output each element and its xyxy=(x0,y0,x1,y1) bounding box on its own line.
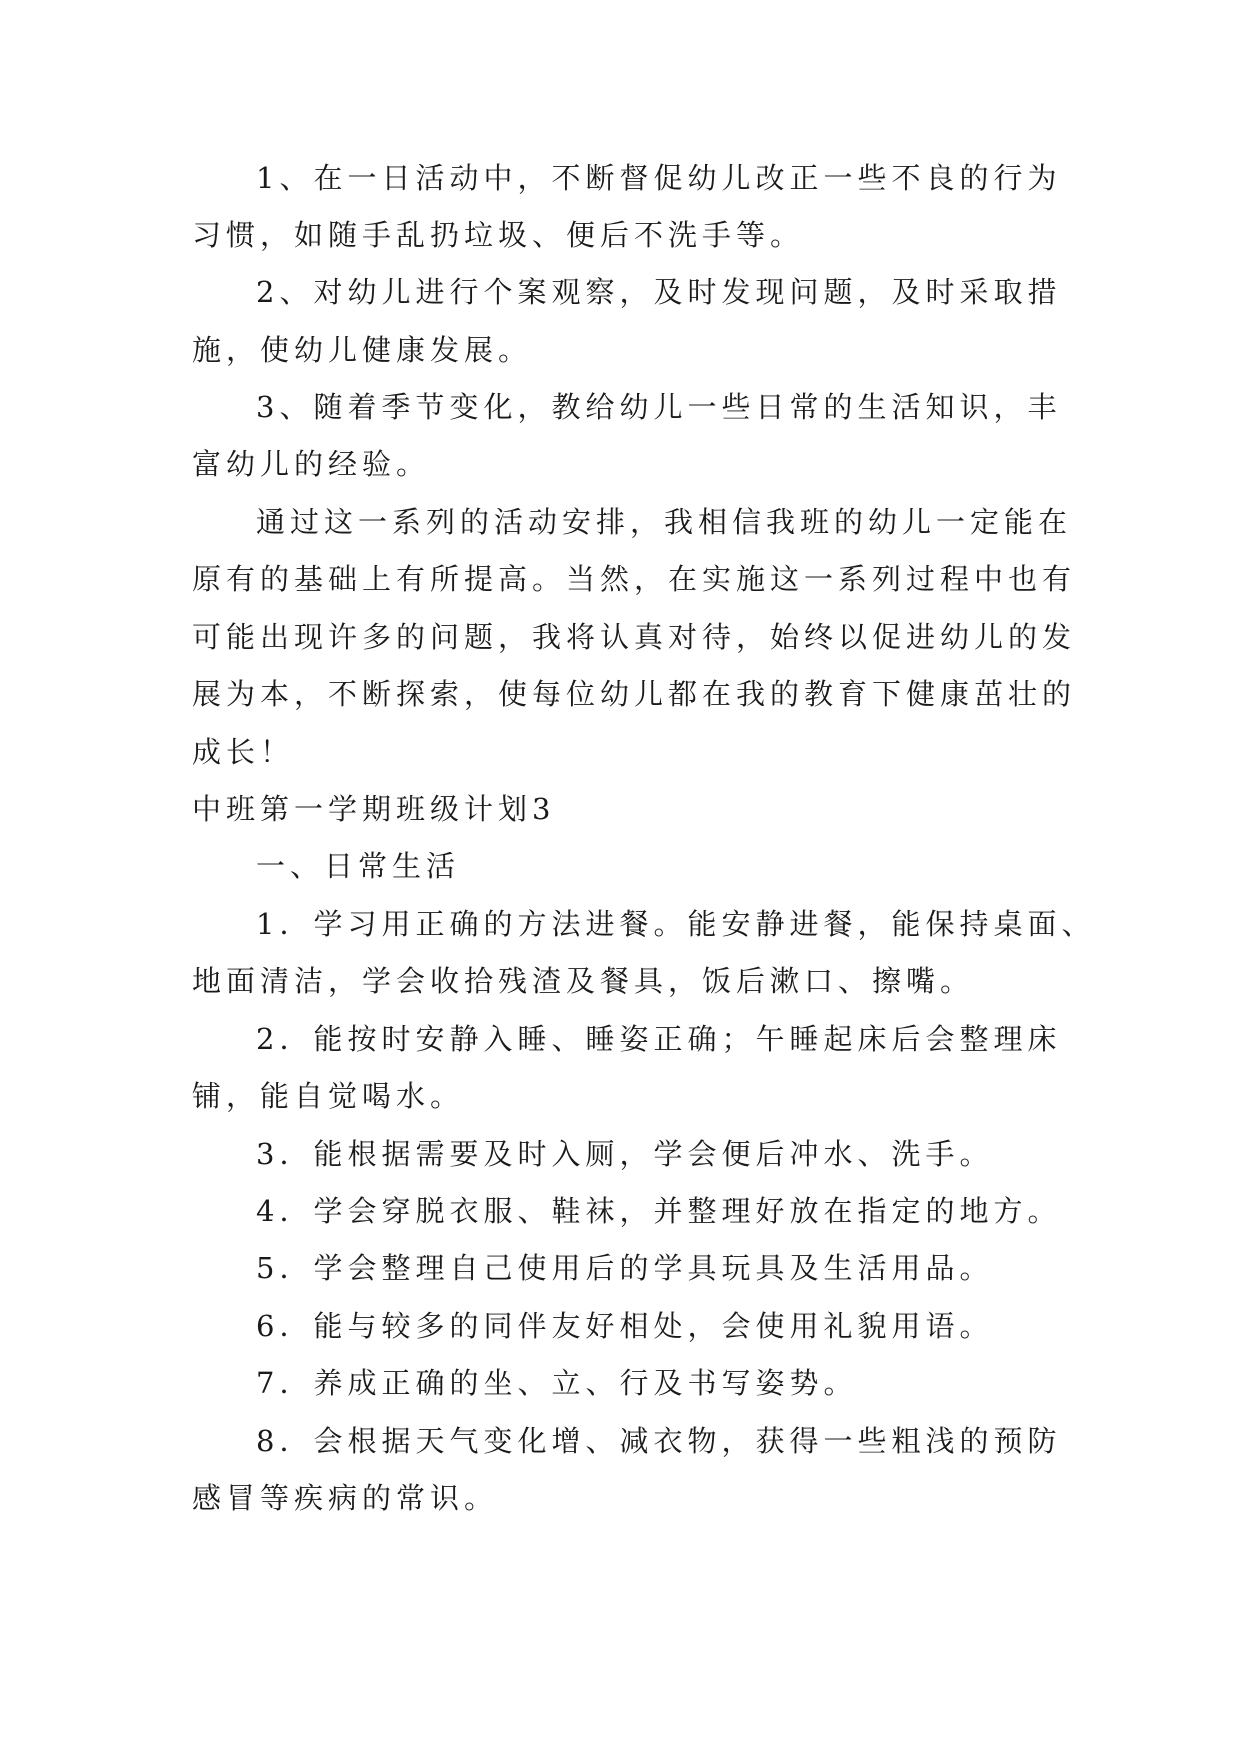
section-heading: 一、日常生活 xyxy=(256,849,461,883)
paragraph-line: 3、随着季节变化，教给幼儿一些日常的生活知识，丰 xyxy=(256,390,1062,424)
paragraph-line: 通过这一系列的活动安排，我相信我班的幼儿一定能在 xyxy=(256,505,1073,539)
list-item-line: 8．会根据天气变化增、减衣物，获得一些粗浅的预防 xyxy=(256,1424,1062,1458)
list-item-line: 铺，能自觉喝水。 xyxy=(192,1079,465,1113)
plan-title: 中班第一学期班级计划3 xyxy=(192,792,556,826)
paragraph-line: 1、在一日活动中，不断督促幼儿改正一些不良的行为 xyxy=(256,161,1062,195)
paragraph-line: 展为本，不断探索，使每位幼儿都在我的教育下健康茁壮的 xyxy=(192,677,1077,711)
list-item-line: 4．学会穿脱衣服、鞋袜，并整理好放在指定的地方。 xyxy=(256,1194,1062,1228)
paragraph-line: 原有的基础上有所提高。当然，在实施这一系列过程中也有 xyxy=(192,562,1077,596)
paragraph-line: 习惯，如随手乱扔垃圾、便后不洗手等。 xyxy=(192,218,805,252)
list-item-line: 2．能按时安静入睡、睡姿正确；午睡起床后会整理床 xyxy=(256,1022,1062,1056)
list-item-line: 1．学习用正确的方法进餐。能安静进餐，能保持桌面、 xyxy=(256,907,1096,941)
paragraph-line: 施，使幼儿健康发展。 xyxy=(192,333,533,367)
list-item-line: 5．学会整理自己使用后的学具玩具及生活用品。 xyxy=(256,1251,994,1285)
paragraph-line: 2、对幼儿进行个案观察，及时发现问题，及时采取措 xyxy=(256,275,1062,309)
list-item-line: 6．能与较多的同伴友好相处，会使用礼貌用语。 xyxy=(256,1309,994,1343)
list-item-line: 地面清洁，学会收拾残渣及餐具，饭后漱口、擦嘴。 xyxy=(192,964,975,998)
list-item-line: 3．能根据需要及时入厕，学会便后冲水、洗手。 xyxy=(256,1137,994,1171)
list-item-line: 7．养成正确的坐、立、行及书写姿势。 xyxy=(256,1366,858,1400)
paragraph-line: 可能出现许多的问题，我将认真对待，始终以促进幼儿的发 xyxy=(192,620,1077,654)
paragraph-line: 富幼儿的经验。 xyxy=(192,447,431,481)
list-item-line: 感冒等疾病的常识。 xyxy=(192,1481,499,1515)
paragraph-line: 成长！ xyxy=(192,735,295,769)
